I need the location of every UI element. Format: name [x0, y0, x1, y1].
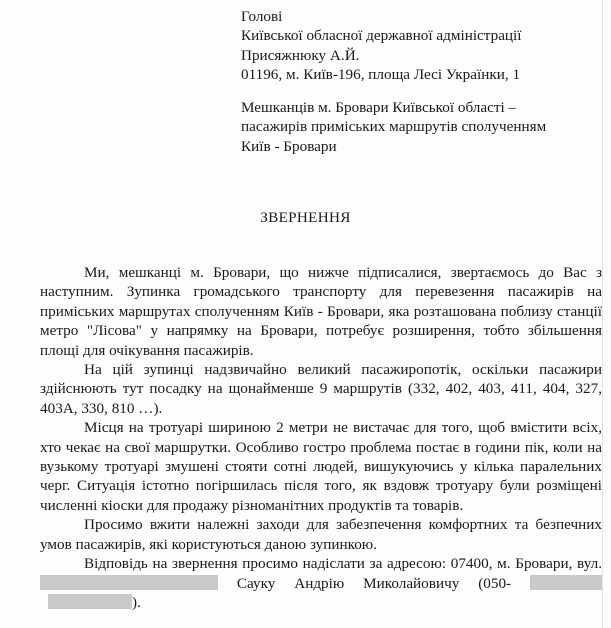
reply-text-start: Відповідь на звернення просимо надіслати за адресою: 07400, м. Бровари, вул. — [84, 555, 602, 573]
paragraph: Ми, мешканці м. Бровари, що нижче підписалися, звертаємось до Вас з наступним. Зупинка громадського транспорту для перевезення пасажирів на приміських маршрутах сполученням Київ - Бровари, яка розташована поблизу станції метро "Лісова" у напрямку на Бровари, потребує розширення, тобто збільшення площі для очікування пасажирів. — [40, 264, 602, 359]
addressee-line: Голові — [241, 8, 283, 25]
scan-edge-line — [602, 0, 603, 628]
paragraph: Просимо вжити належні заходи для забезпечення комфортних та безпечних умов пасажирів, які користуються даною зупинкою. — [40, 516, 602, 553]
sender-line: пасажирів приміських маршрутів сполученням — [241, 118, 547, 136]
addressee-block — [241, 7, 601, 84]
redacted-phone-extra — [48, 594, 132, 609]
document-body — [40, 263, 602, 612]
addressee-line: Присяжнюку А.Й. — [241, 46, 360, 64]
reply-text-name: Сауку Андрію Миколайовичу (050- — [236, 574, 512, 592]
reply-text-end: ). — [132, 593, 141, 611]
paragraph: Місця на тротуарі шириною 2 метри не вистачає для того, щоб вмістити всіх, хто чекає на свої маршрутки. Особливо гостро проблема постає в години пік, коли на вузькому тротуарі змушені стояти сотні людей, вишукуючись у кілька паралельних черг. Ситуація істотно погіршилась після того, як вздовж тротуару були розміщені численні кіоски для продажу різноманітних продуктів та товарів. — [40, 419, 602, 514]
addressee-line: 01196, м. Київ-196, площа Лесі Українки, 1 — [241, 65, 521, 83]
sender-line: Київ - Бровари — [241, 137, 337, 155]
redacted-address — [40, 575, 218, 590]
document-title: ЗВЕРНЕННЯ — [260, 209, 351, 226]
addressee-line: Київської обласної державної адміністрації — [241, 27, 522, 45]
reply-paragraph — [40, 554, 602, 612]
sender-block — [241, 98, 601, 156]
redacted-phone — [530, 575, 602, 590]
paragraph: На цій зупинці надзвичайно великий пасажиропотік, оскільки пасажири здійснюють тут посадку на щонайменше 9 маршрутів (332, 402, 403, 411, 404, 327, 403А, 330, 810 …). — [40, 361, 602, 417]
sender-line: Мешканців м. Бровари Київської області – — [241, 99, 517, 116]
